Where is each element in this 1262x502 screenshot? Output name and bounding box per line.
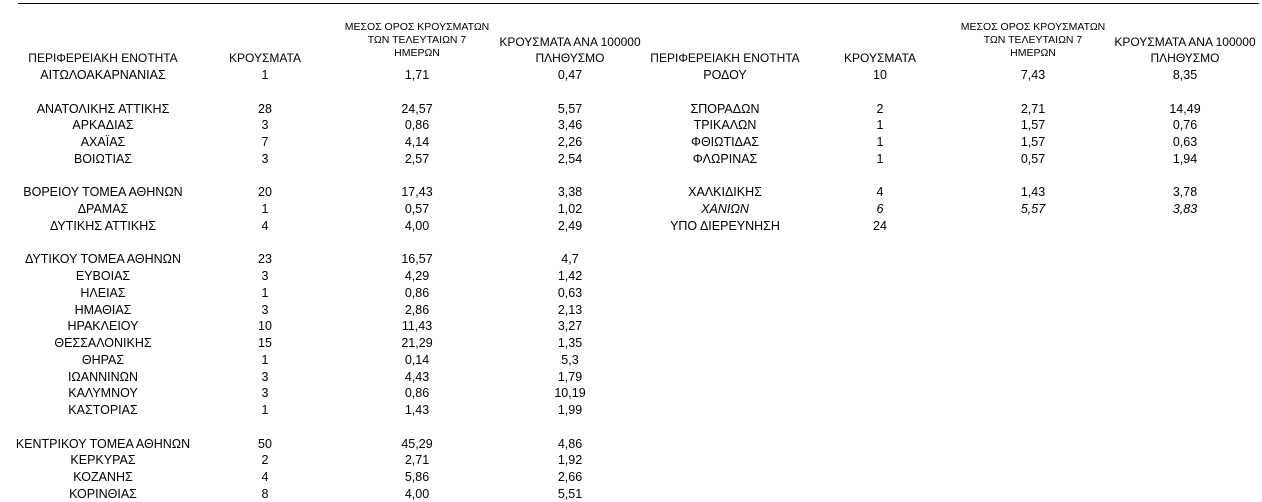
cell-per100k: 3,83	[1172, 202, 1198, 216]
cell-per100k: 0,63	[1172, 135, 1198, 149]
cell-cases: 1	[876, 151, 884, 166]
cell-per100k: 2,13	[557, 302, 583, 317]
cell-per100k: 0,76	[1172, 118, 1198, 133]
cell-per100k: 0,63	[557, 285, 583, 300]
cell-avg: 0,86	[404, 285, 430, 300]
cell-avg: 1,57	[1020, 135, 1046, 149]
cell-per100k: 10,19	[554, 386, 586, 401]
cell-avg: 17,43	[401, 185, 433, 200]
header-region-left: ΠΕΡΙΦΕΡΕΙΑΚΗ ΕΝΟΤΗΤΑ	[28, 51, 178, 65]
cell-name: ΣΠΟΡΑΔΩΝ	[690, 101, 760, 116]
header-cases-right: ΚΡΟΥΣΜΑΤΑ	[844, 51, 916, 65]
cell-cases: 1	[261, 68, 269, 82]
cell-avg: 0,57	[1020, 151, 1046, 166]
cell-per100k: 8,35	[1172, 68, 1198, 82]
cell-per100k: 3,38	[557, 185, 583, 200]
cell-avg: 21,29	[401, 336, 433, 350]
header-per100k-line2: ΠΛΗΘΥΣΜΟ	[1150, 51, 1220, 65]
cell-avg: 2,86	[404, 302, 430, 317]
header-per100k-right	[1105, 34, 1262, 66]
cell-name: ΒΟΙΩΤΙΑΣ	[73, 151, 133, 166]
cell-cases: 1	[261, 352, 269, 367]
header-per100k-left	[470, 34, 670, 66]
cell-name: ΔΥΤΙΚΟΥ ΤΟΜΕΑ ΑΘΗΝΩΝ	[24, 252, 182, 267]
cell-cases: 15	[258, 336, 272, 350]
cell-name: ΕΥΒΟΙΑΣ	[75, 269, 131, 283]
cell-cases: 3	[261, 269, 269, 283]
cell-avg: 2,71	[404, 453, 430, 468]
cell-cases: 23	[258, 252, 272, 267]
cell-name: ΘΕΣΣΑΛΟΝΙΚΗΣ	[54, 336, 152, 350]
cell-name: ΑΧΑΪΑΣ	[80, 135, 126, 149]
cell-avg: 4,29	[404, 269, 430, 283]
cell-name: ΔΥΤΙΚΗΣ ΑΤΤΙΚΗΣ	[50, 218, 156, 233]
cell-avg: 0,14	[404, 352, 430, 367]
header-avg-line3: ΗΜΕΡΩΝ	[394, 47, 440, 59]
header-avg-line2: ΤΩΝ ΤΕΛΕΥΤΑΙΩΝ 7	[983, 34, 1083, 46]
cell-name: ΒΟΡΕΙΟΥ ΤΟΜΕΑ ΑΘΗΝΩΝ	[23, 185, 183, 200]
cell-cases: 2	[261, 453, 269, 468]
cell-name: ΡΟΔΟΥ	[703, 68, 747, 82]
cell-cases: 1	[261, 202, 269, 216]
cell-name: ΗΛΕΙΑΣ	[80, 285, 126, 300]
cell-per100k: 14,49	[1169, 101, 1201, 116]
header-per100k-line1: ΚΡΟΥΣΜΑΤΑ ΑΝΑ 100000	[499, 35, 641, 49]
cell-name: ΗΜΑΘΙΑΣ	[74, 302, 132, 317]
cell-cases: 1	[261, 403, 269, 417]
cell-per100k: 1,92	[557, 453, 583, 468]
cell-cases: 20	[258, 185, 272, 200]
header-avg-line3: ΗΜΕΡΩΝ	[1010, 47, 1056, 59]
header-avg-line1: ΜΕΣΟΣ ΟΡΟΣ ΚΡΟΥΣΜΑΤΩΝ	[960, 21, 1106, 33]
cell-name: ΔΡΑΜΑΣ	[77, 202, 129, 216]
cell-cases: 8	[261, 486, 269, 501]
cell-avg: 1,57	[1020, 118, 1046, 133]
cell-cases: 3	[261, 386, 269, 401]
cell-cases: 6	[876, 202, 884, 216]
cell-name: ΚΕΝΤΡΙΚΟΥ ΤΟΜΕΑ ΑΘΗΝΩΝ	[15, 436, 191, 451]
cell-avg: 4,00	[404, 218, 430, 233]
cell-cases: 28	[258, 101, 272, 116]
cell-name: ΑΡΚΑΔΙΑΣ	[72, 118, 134, 133]
cell-avg: 24,57	[401, 101, 433, 116]
top-border-line	[18, 3, 1259, 4]
cell-per100k: 1,42	[557, 269, 583, 283]
cell-name: ΧΑΛΚΙΔΙΚΗΣ	[688, 185, 762, 200]
cell-per100k: 5,3	[561, 352, 579, 367]
cell-cases: 1	[876, 135, 884, 149]
header-avg-right	[943, 21, 1123, 60]
cell-avg: 5,57	[1020, 202, 1046, 216]
cell-name: ΦΘΙΩΤΙΔΑΣ	[690, 135, 760, 149]
cell-per100k: 1,35	[557, 336, 583, 350]
cell-cases: 3	[261, 302, 269, 317]
cell-name: ΦΛΩΡΙΝΑΣ	[692, 151, 758, 166]
cell-cases: 10	[258, 319, 272, 334]
cell-per100k: 4,86	[557, 436, 583, 451]
cell-name: ΤΡΙΚΑΛΩΝ	[693, 118, 757, 133]
cell-name: ΚΑΣΤΟΡΙΑΣ	[68, 403, 138, 417]
cell-cases: 1	[261, 285, 269, 300]
cell-per100k: 4,7	[561, 252, 579, 267]
cell-cases: 7	[261, 135, 269, 149]
cell-cases: 10	[873, 68, 887, 82]
cell-avg: 4,43	[404, 369, 430, 384]
cell-name: ΚΕΡΚΥΡΑΣ	[70, 453, 136, 468]
cell-per100k: 2,66	[557, 470, 583, 484]
cell-per100k: 3,27	[557, 319, 583, 334]
cell-cases: 3	[261, 118, 269, 133]
cell-cases: 4	[261, 470, 269, 484]
cell-avg: 2,57	[404, 151, 430, 166]
cell-avg: 16,57	[401, 252, 433, 267]
header-per100k-line2: ΠΛΗΘΥΣΜΟ	[535, 51, 605, 65]
cell-cases: 3	[261, 369, 269, 384]
cell-name: ΚΟΡΙΝΘΙΑΣ	[69, 486, 137, 501]
cell-per100k: 1,79	[557, 369, 583, 384]
cell-per100k: 5,57	[557, 101, 583, 116]
cell-per100k: 1,02	[557, 202, 583, 216]
cell-cases: 2	[876, 101, 884, 116]
cell-cases: 3	[261, 151, 269, 166]
header-region-right: ΠΕΡΙΦΕΡΕΙΑΚΗ ΕΝΟΤΗΤΑ	[650, 51, 800, 65]
cell-name: ΑΙΤΩΛΟΑΚΑΡΝΑΝΙΑΣ	[40, 68, 166, 82]
cell-avg: 0,57	[404, 202, 430, 216]
cell-avg: 1,43	[1020, 185, 1046, 200]
cell-name: ΚΑΛΥΜΝΟΥ	[68, 386, 138, 401]
cell-avg: 5,86	[404, 470, 430, 484]
cell-cases: 24	[873, 218, 887, 233]
cell-per100k: 0,47	[557, 68, 583, 82]
cell-name: ΥΠΟ ΔΙΕΡΕΥΝΗΣΗ	[670, 218, 780, 233]
cell-cases: 1	[876, 118, 884, 133]
header-avg-line2: ΤΩΝ ΤΕΛΕΥΤΑΙΩΝ 7	[367, 34, 467, 46]
cell-avg: 11,43	[401, 319, 433, 334]
cell-avg: 1,71	[404, 68, 430, 82]
cell-per100k: 2,49	[557, 218, 583, 233]
cell-name: ΑΝΑΤΟΛΙΚΗΣ ΑΤΤΙΚΗΣ	[36, 101, 170, 116]
cell-name: ΘΗΡΑΣ	[81, 352, 125, 367]
cell-avg: 0,86	[404, 118, 430, 133]
cell-avg: 45,29	[401, 436, 433, 451]
cell-per100k: 2,26	[557, 135, 583, 149]
cell-per100k: 5,51	[557, 486, 583, 501]
cell-per100k: 1,94	[1172, 151, 1198, 166]
cell-name: ΗΡΑΚΛΕΙΟΥ	[67, 319, 139, 334]
cell-per100k: 3,78	[1172, 185, 1198, 200]
header-cases-left: ΚΡΟΥΣΜΑΤΑ	[229, 51, 301, 65]
cell-cases: 4	[876, 185, 884, 200]
cell-avg: 4,00	[404, 486, 430, 501]
cell-name: ΚΟΖΑΝΗΣ	[73, 470, 133, 484]
cell-per100k: 2,54	[557, 151, 583, 166]
cell-per100k: 3,46	[557, 118, 583, 133]
cell-cases: 4	[261, 218, 269, 233]
cell-avg: 1,43	[404, 403, 430, 417]
cell-name: ΧΑΝΙΩΝ	[701, 202, 749, 216]
header-per100k-line1: ΚΡΟΥΣΜΑΤΑ ΑΝΑ 100000	[1114, 35, 1256, 49]
cell-avg: 4,14	[404, 135, 430, 149]
cell-avg: 7,43	[1020, 68, 1046, 82]
cell-cases: 50	[258, 436, 272, 451]
cell-name: ΙΩΑΝΝΙΝΩΝ	[67, 369, 139, 384]
cell-per100k: 1,99	[557, 403, 583, 417]
cell-avg: 0,86	[404, 386, 430, 401]
header-avg-line1: ΜΕΣΟΣ ΟΡΟΣ ΚΡΟΥΣΜΑΤΩΝ	[344, 21, 490, 33]
cell-avg: 2,71	[1020, 101, 1046, 116]
